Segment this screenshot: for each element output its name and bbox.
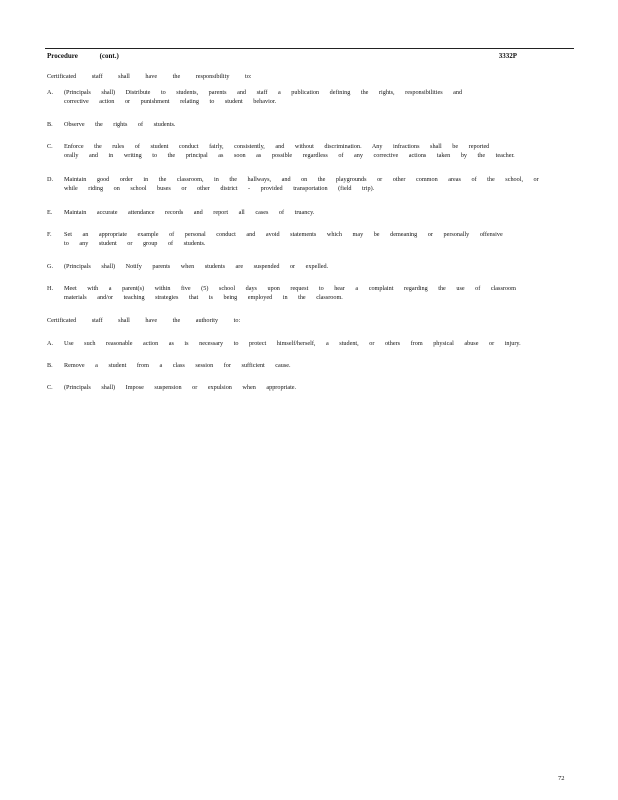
item-text: Remove a student from a class session for sufficient cause. <box>64 362 291 369</box>
item-text: Use such reasonable action as is necessary to protect himself/herself, a student, or others from physical abuse or injury. <box>64 340 521 347</box>
responsibility-intro: Certificated staff shall have the responsibility to: <box>47 73 252 80</box>
item-letter: C. <box>47 384 53 391</box>
item-text: Maintain good order in the classroom, in the hallways, and on the playgrounds or other common areas of the school, or while riding on school buses or other district - provided transportation (field trip). <box>64 176 539 192</box>
item-letter: G. <box>47 263 54 270</box>
authority-intro: Certificated staff shall have the authority to: <box>47 317 241 324</box>
item-text: Observe the rights of students. <box>64 121 176 128</box>
procedure-title: Procedure (cont.) <box>47 52 119 60</box>
item-letter: D. <box>47 176 54 183</box>
item-text: (Principals shall) Impose suspension or expulsion when appropriate. <box>64 384 297 391</box>
item-letter: C. <box>47 143 53 150</box>
header-rule <box>45 48 574 49</box>
policy-code: 3332P <box>498 52 517 60</box>
item-letter: A. <box>47 89 54 96</box>
item-letter: E. <box>47 209 53 216</box>
item-text: Meet with a parent(s) within five (5) school days upon request to hear a complaint regarding the use of classroom materials and/or teaching strategies that is being employed in the classroom. <box>64 285 516 301</box>
item-text: Enforce the rules of student conduct fairly, consistently, and without discrimination. Any infractions shall be reported orally and in writing to the principal as soon as possible regardless of any corrective actions taken by the teacher. <box>64 143 515 159</box>
item-letter: B. <box>47 362 53 369</box>
page-number: 72 <box>558 775 565 782</box>
item-text: (Principals shall) Notify parents when students are suspended or expelled. <box>64 263 329 270</box>
item-letter: F. <box>47 231 52 238</box>
item-text: Set an appropriate example of personal conduct and avoid statements which may be demeaning or personally offensive to any student or group of students. <box>64 231 503 247</box>
item-text: (Principals shall) Distribute to students, parents and staff a publication defining the rights, responsibilities and corrective action or punishment relating to student behavior. <box>64 89 463 105</box>
page-header <box>47 52 572 64</box>
item-text: Maintain accurate attendance records and report all cases of truancy. <box>64 209 315 216</box>
item-letter: A. <box>47 340 54 347</box>
item-letter: B. <box>47 121 53 128</box>
item-letter: H. <box>47 285 54 292</box>
